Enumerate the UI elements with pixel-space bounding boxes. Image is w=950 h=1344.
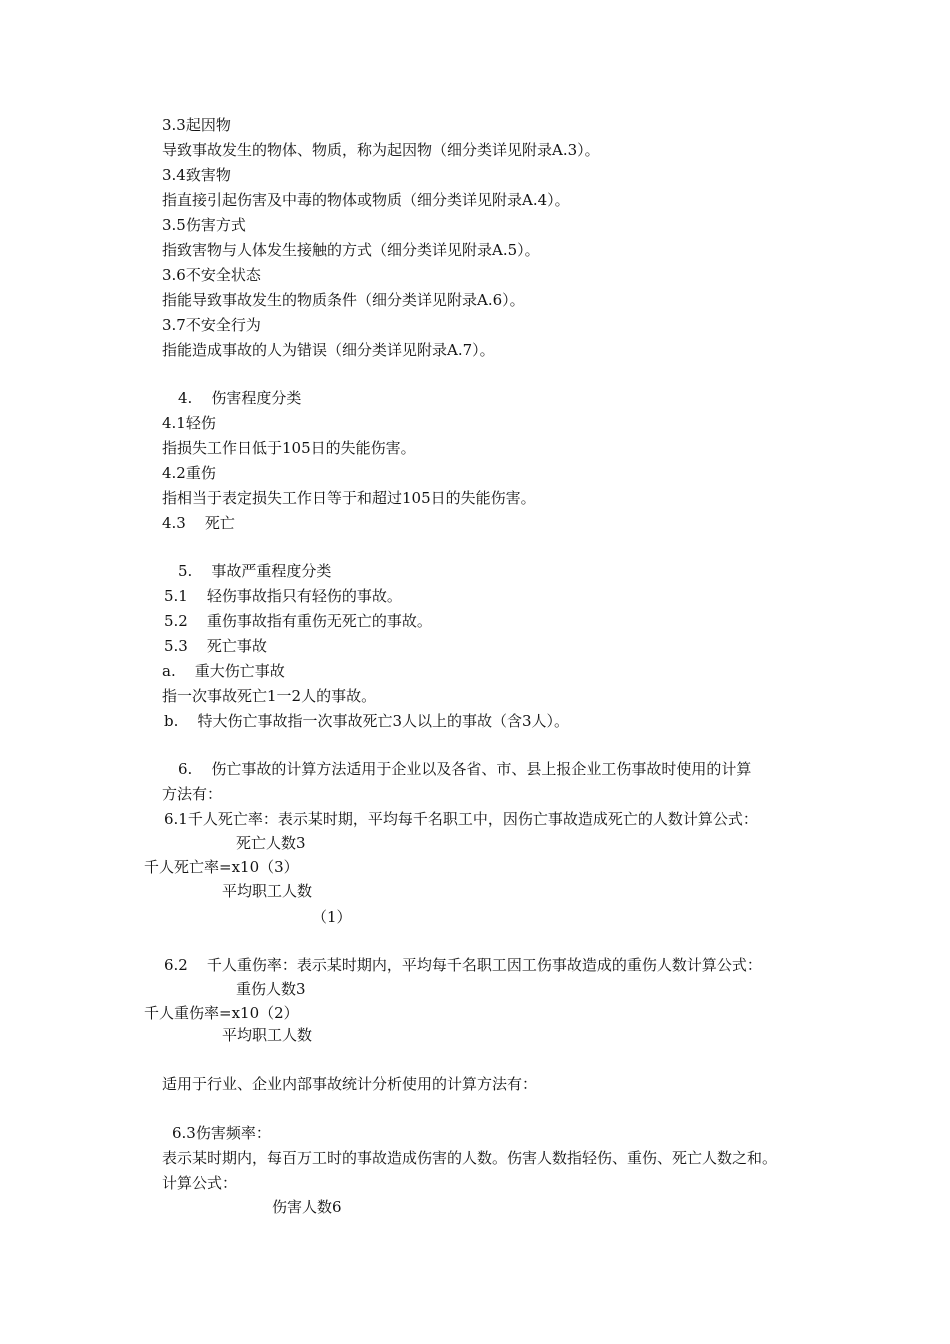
section-4-1-heading: 4.1轻伤 <box>162 414 216 432</box>
section-4-2-heading: 4.2重伤 <box>162 464 216 482</box>
section-3-5-body: 指致害物与人体发生接触的方式（细分类详见附录A.5）。 <box>162 241 540 259</box>
section-5-2: 5.2 重伤事故指有重伤无死亡的事故。 <box>164 612 432 630</box>
section-5-1: 5.1 轻伤事故指只有轻伤的事故。 <box>164 587 402 605</box>
formula-3-numerator: 伤害人数6 <box>272 1198 342 1216</box>
section-6-2-heading: 6.2 千人重伤率：表示某时期内，平均每千名职工因工伤事故造成的重伤人数计算公式： <box>164 956 762 974</box>
section-6-3-heading: 6.3伤害频率： <box>172 1124 271 1142</box>
section-5-heading: 5. 事故严重程度分类 <box>178 562 332 580</box>
industry-methods-intro: 适用于行业、企业内部事故统计分析使用的计算方法有： <box>162 1075 538 1093</box>
section-4-3-heading: 4.3 死亡 <box>162 514 235 532</box>
section-4-2-body: 指相当于表定损失工作日等于和超过105日的失能伤害。 <box>162 489 536 507</box>
section-6-3-formula-label: 计算公式： <box>162 1174 238 1192</box>
section-6-3-body: 表示某时期内，每百万工时的事故造成伤害的人数。伤害人数指轻伤、重伤、死亡人数之和。 <box>162 1149 778 1167</box>
section-5-3-b: b. 特大伤亡事故指一次事故死亡3人以上的事故（含3人）。 <box>164 712 570 730</box>
section-5-3-a: a. 重大伤亡事故 <box>162 662 285 680</box>
section-4-heading: 4. 伤害程度分类 <box>178 389 302 407</box>
section-3-5-heading: 3.5伤害方式 <box>162 216 246 234</box>
section-6-1-heading: 6.1千人死亡率：表示某时期，平均每千名职工中，因伤亡事故造成死亡的人数计算公式： <box>164 810 758 828</box>
formula-1-number: （1） <box>312 908 352 926</box>
section-5-3-a-body: 指一次事故死亡1一2人的事故。 <box>162 687 377 705</box>
formula-1-numerator: 死亡人数3 <box>236 834 306 852</box>
formula-1-lhs: 千人死亡率=x10（3） <box>144 858 299 876</box>
section-4-1-body: 指损失工作日低于105日的失能伤害。 <box>162 439 416 457</box>
section-3-6-heading: 3.6不安全状态 <box>162 266 261 284</box>
section-3-6-body: 指能导致事故发生的物质条件（细分类详见附录A.6）。 <box>162 291 525 309</box>
formula-1-denominator: 平均职工人数 <box>222 882 313 900</box>
section-5-3: 5.3 死亡事故 <box>164 637 267 655</box>
section-3-4-heading: 3.4致害物 <box>162 166 231 184</box>
section-3-4-body: 指直接引起伤害及中毒的物体或物质（细分类详见附录A.4）。 <box>162 191 570 209</box>
formula-2-lhs: 千人重伤率=x10（2） <box>144 1004 299 1022</box>
section-3-3-body: 导致事故发生的物体、物质，称为起因物（细分类详见附录A.3）。 <box>162 141 600 159</box>
formula-2-denominator: 平均职工人数 <box>222 1026 313 1044</box>
section-3-3-heading: 3.3起因物 <box>162 116 231 134</box>
section-3-7-body: 指能造成事故的人为错误（细分类详见附录A.7）。 <box>162 341 495 359</box>
formula-2-numerator: 重伤人数3 <box>236 980 306 998</box>
section-3-7-heading: 3.7不安全行为 <box>162 316 261 334</box>
section-6-heading-line-1: 6. 伤亡事故的计算方法适用于企业以及各省、市、县上报企业工伤事故时使用的计算 <box>178 760 752 778</box>
section-6-heading-line-2: 方法有： <box>162 785 223 803</box>
